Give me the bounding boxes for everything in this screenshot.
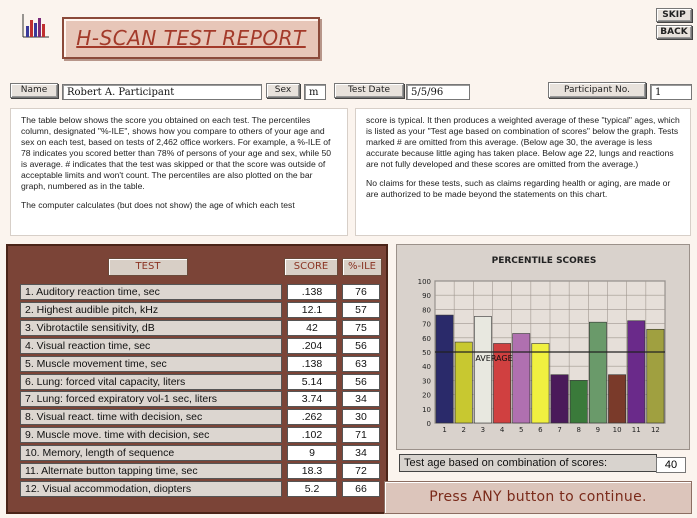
x-tick-label: 7 <box>557 426 562 434</box>
continue-button[interactable]: Press ANY button to continue. <box>384 481 692 514</box>
score-cell: 3.74 <box>287 391 337 407</box>
y-tick-label: 70 <box>422 320 431 329</box>
info-paragraph: The table below shows the score you obtained on each test. The percentiles column, designated "%-ILE", shows how you compare to others of your age and sex on each test, based on tests of 2,462 office workers. For example, a %-ILE of 78 indicates you scored better than 78% of persons of your age and sex, while 50 is average. # indicates that the test was skipped or that the score was outside of acceptable limits and won't count. The percentiles are also plotted on the bar graph, numbered as in the table. <box>21 115 332 191</box>
score-cell: .138 <box>287 284 337 300</box>
sex-label: Sex <box>266 83 300 98</box>
app-logo-icon <box>22 14 50 38</box>
table-row <box>20 481 367 498</box>
test-name-cell: 3. Vibrotactile sensitivity, dB <box>20 320 282 336</box>
page-title: H-SCAN TEST REPORT <box>62 17 320 59</box>
percentile-cell: 66 <box>342 481 380 497</box>
score-cell: 9 <box>287 445 337 461</box>
bar <box>608 375 625 423</box>
name-label: Name <box>10 83 58 98</box>
bar <box>532 343 549 423</box>
test-name-cell: 6. Lung: forced vital capacity, liters <box>20 374 282 390</box>
percentile-cell: 71 <box>342 427 380 443</box>
bar <box>436 315 453 423</box>
y-tick-label: 80 <box>422 306 431 315</box>
x-tick-label: 10 <box>612 426 622 434</box>
table-row <box>20 320 367 337</box>
x-tick-label: 6 <box>538 426 543 434</box>
table-row <box>20 338 367 355</box>
score-table <box>6 244 388 514</box>
bar <box>628 321 645 423</box>
table-row <box>20 284 367 301</box>
y-tick-label: 100 <box>417 278 431 286</box>
y-tick-label: 50 <box>422 349 431 357</box>
table-row <box>20 427 367 444</box>
score-cell: 12.1 <box>287 302 337 318</box>
x-tick-label: 9 <box>595 426 601 434</box>
x-tick-label: 5 <box>519 426 524 434</box>
test-name-cell: 4. Visual reaction time, sec <box>20 338 282 354</box>
x-tick-label: 8 <box>576 426 581 434</box>
bar <box>570 380 587 423</box>
score-cell: .204 <box>287 338 337 354</box>
percentile-chart <box>396 244 690 450</box>
chart-title: PERCENTILE SCORES <box>491 256 597 266</box>
info-panel-left <box>10 108 348 236</box>
score-cell: .102 <box>287 427 337 443</box>
y-tick-label: 40 <box>422 363 431 372</box>
score-cell: .262 <box>287 409 337 425</box>
y-tick-label: 0 <box>426 420 431 428</box>
test-name-cell: 7. Lung: forced expiratory vol-1 sec, liters <box>20 391 282 407</box>
table-row <box>20 356 367 373</box>
percentile-column-header: %-ILE <box>342 258 382 276</box>
table-row <box>20 463 367 480</box>
table-row <box>20 445 367 462</box>
name-field[interactable]: Robert A. Participant <box>62 84 262 100</box>
y-tick-label: 90 <box>422 292 431 301</box>
score-column-header: SCORE <box>284 258 338 276</box>
average-label: AVERAGE <box>475 354 513 363</box>
percentile-cell: 34 <box>342 445 380 461</box>
test-name-cell: 10. Memory, length of sequence <box>20 445 282 461</box>
test-name-cell: 9. Muscle move. time with decision, sec <box>20 427 282 443</box>
test-name-cell: 2. Highest audible pitch, kHz <box>20 302 282 318</box>
table-row <box>20 302 367 319</box>
x-tick-label: 2 <box>461 426 466 434</box>
y-tick-label: 10 <box>422 405 431 414</box>
test-name-cell: 11. Alternate button tapping time, sec <box>20 463 282 479</box>
test-date-label: Test Date <box>334 83 404 98</box>
table-row <box>20 409 367 426</box>
y-tick-label: 60 <box>422 334 431 343</box>
info-paragraph: The computer calculates (but does not show) the age of which each test <box>21 200 295 210</box>
participant-no-field[interactable]: 1 <box>650 84 692 100</box>
x-tick-label: 3 <box>480 426 486 434</box>
x-tick-label: 4 <box>499 426 505 434</box>
table-row <box>20 374 367 391</box>
x-tick-label: 12 <box>650 426 660 434</box>
participant-no-label: Participant No. <box>548 82 646 98</box>
percentile-cell: 76 <box>342 284 380 300</box>
percentile-cell: 30 <box>342 409 380 425</box>
info-paragraph: No claims for these tests, such as claims regarding health or aging, are made or are authorized to be made beyond the statements on this chart. <box>366 178 671 199</box>
score-cell: .138 <box>287 356 337 372</box>
percentile-cell: 75 <box>342 320 380 336</box>
bar <box>589 322 606 423</box>
x-tick-label: 1 <box>442 426 447 434</box>
y-tick-label: 20 <box>422 391 431 400</box>
test-age-value: 40 <box>656 457 686 473</box>
bar <box>513 334 530 423</box>
percentile-cell: 72 <box>342 463 380 479</box>
percentile-cell: 56 <box>342 374 380 390</box>
sex-field[interactable]: m <box>304 84 326 100</box>
bar <box>455 342 472 423</box>
x-tick-label: 11 <box>631 426 641 434</box>
bar <box>474 317 491 424</box>
test-name-cell: 12. Visual accommodation, diopters <box>20 481 282 497</box>
score-cell: 5.2 <box>287 481 337 497</box>
test-name-cell: 5. Muscle movement time, sec <box>20 356 282 372</box>
percentile-cell: 63 <box>342 356 380 372</box>
test-date-field[interactable]: 5/5/96 <box>406 84 470 100</box>
info-paragraph: score is typical. It then produces a weighted average of these "typical" ages, which is listed as your "Test age based on combination of scores" below the graph. Tests marked # are omitted from this average. (Below age 30, the average is less accurate because little aging has taken place. Below age 22, lungs and reactions are not fully developed and these scores are omitted from the average.) <box>366 115 680 169</box>
percentile-cell: 34 <box>342 391 380 407</box>
score-cell: 42 <box>287 320 337 336</box>
test-name-cell: 8. Visual react. time with decision, sec <box>20 409 282 425</box>
test-age-label: Test age based on combination of scores: <box>399 454 657 472</box>
score-cell: 18.3 <box>287 463 337 479</box>
score-cell: 5.14 <box>287 374 337 390</box>
table-row <box>20 391 367 408</box>
percentile-cell: 57 <box>342 302 380 318</box>
bar <box>647 329 664 423</box>
percentile-cell: 56 <box>342 338 380 354</box>
test-name-cell: 1. Auditory reaction time, sec <box>20 284 282 300</box>
skip-button[interactable]: SKIP <box>656 8 692 22</box>
y-tick-label: 30 <box>422 377 431 386</box>
info-panel-right <box>355 108 691 236</box>
test-column-header: TEST <box>108 258 188 276</box>
bar <box>551 375 568 423</box>
back-button[interactable]: BACK <box>656 25 692 39</box>
